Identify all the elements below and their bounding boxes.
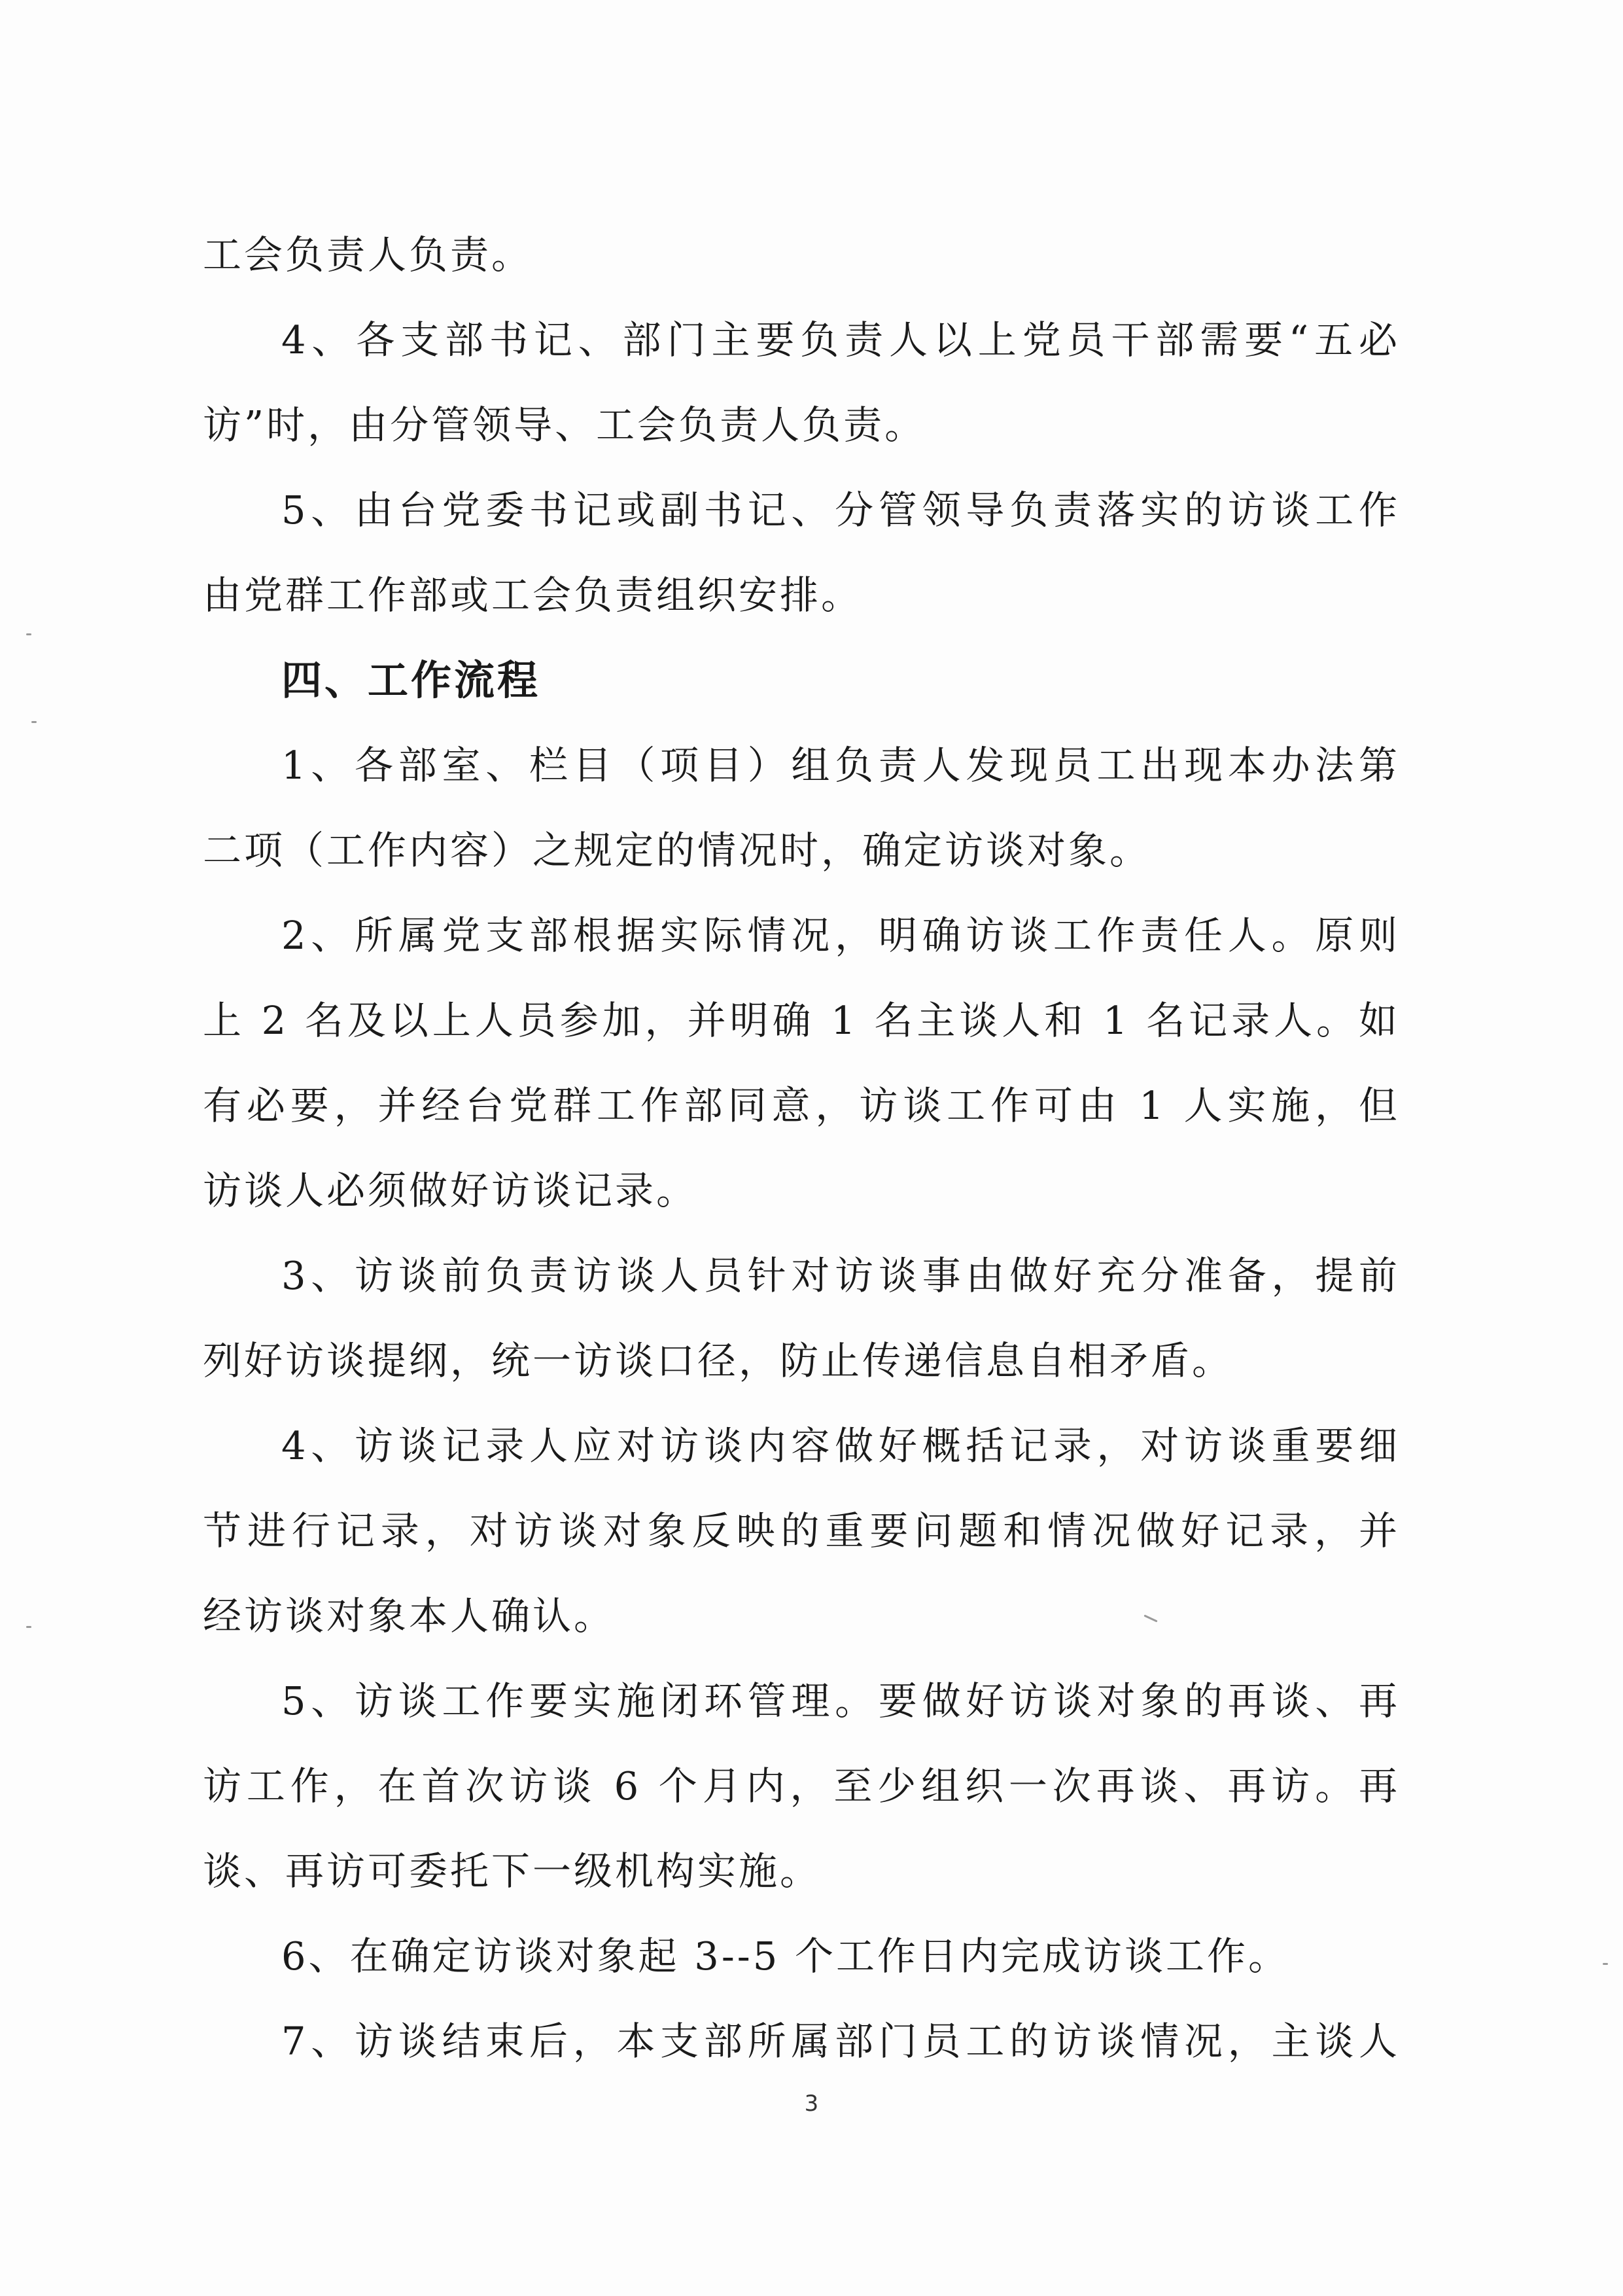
text-line: 节进行记录，对访谈对象反映的重要问题和情况做好记录，并 bbox=[203, 1508, 1400, 1553]
text-line: 列好访谈提纲，统一访谈口径，防止传递信息自相矛盾。 bbox=[203, 1338, 1234, 1383]
text-line: 访谈人必须做好访谈记录。 bbox=[203, 1168, 698, 1213]
text-line: 访工作，在首次访谈 6 个月内，至少组织一次再谈、再访。再 bbox=[203, 1763, 1400, 1809]
text-line: 5、由台党委书记或副书记、分管领导负责落实的访谈工作 bbox=[281, 487, 1400, 533]
scan-speck bbox=[26, 1626, 31, 1628]
text-line: 2、所属党支部根据实际情况，明确访谈工作责任人。原则 bbox=[281, 913, 1400, 958]
scan-speck bbox=[31, 721, 37, 723]
text-line: 有必要，并经台党群工作部同意，访谈工作可由 1 人实施，但 bbox=[203, 1083, 1400, 1128]
text-line: 6、在确定访谈对象起 3--5 个工作日内完成访谈工作。 bbox=[281, 1934, 1289, 1979]
text-line: 4、各支部书记、部门主要负责人以上党员干部需要“五必 bbox=[281, 317, 1400, 362]
scan-speck bbox=[1603, 1963, 1608, 1965]
text-line: 7、访谈结束后，本支部所属部门员工的访谈情况，主谈人 bbox=[281, 2019, 1400, 2064]
text-line: 访”时，由分管领导、工会负责人负责。 bbox=[203, 402, 926, 448]
text-line: 工会负责人负责。 bbox=[203, 232, 533, 277]
text-line: 上 2 名及以上人员参加，并明确 1 名主谈人和 1 名记录人。如 bbox=[203, 998, 1400, 1043]
scan-speck bbox=[26, 633, 31, 635]
text-line: 谈、再访可委托下一级机构实施。 bbox=[203, 1848, 822, 1894]
text-line: 4、访谈记录人应对访谈内容做好概括记录，对访谈重要细 bbox=[281, 1423, 1400, 1468]
document-body bbox=[203, 213, 1400, 2084]
text-line: 由党群工作部或工会负责组织安排。 bbox=[203, 573, 863, 618]
text-line: 3、访谈前负责访谈人员针对访谈事由做好充分准备，提前 bbox=[281, 1253, 1400, 1298]
text-line: 1、各部室、栏目（项目）组负责人发现员工出现本办法第 bbox=[281, 743, 1400, 788]
page-number: 3 bbox=[804, 2091, 819, 2117]
section-heading: 四、工作流程 bbox=[281, 656, 541, 704]
text-line: 二项（工作内容）之规定的情况时，确定访谈对象。 bbox=[203, 828, 1151, 873]
text-line: 5、访谈工作要实施闭环管理。要做好访谈对象的再谈、再 bbox=[281, 1678, 1400, 1723]
text-line: 经访谈对象本人确认。 bbox=[203, 1593, 616, 1638]
